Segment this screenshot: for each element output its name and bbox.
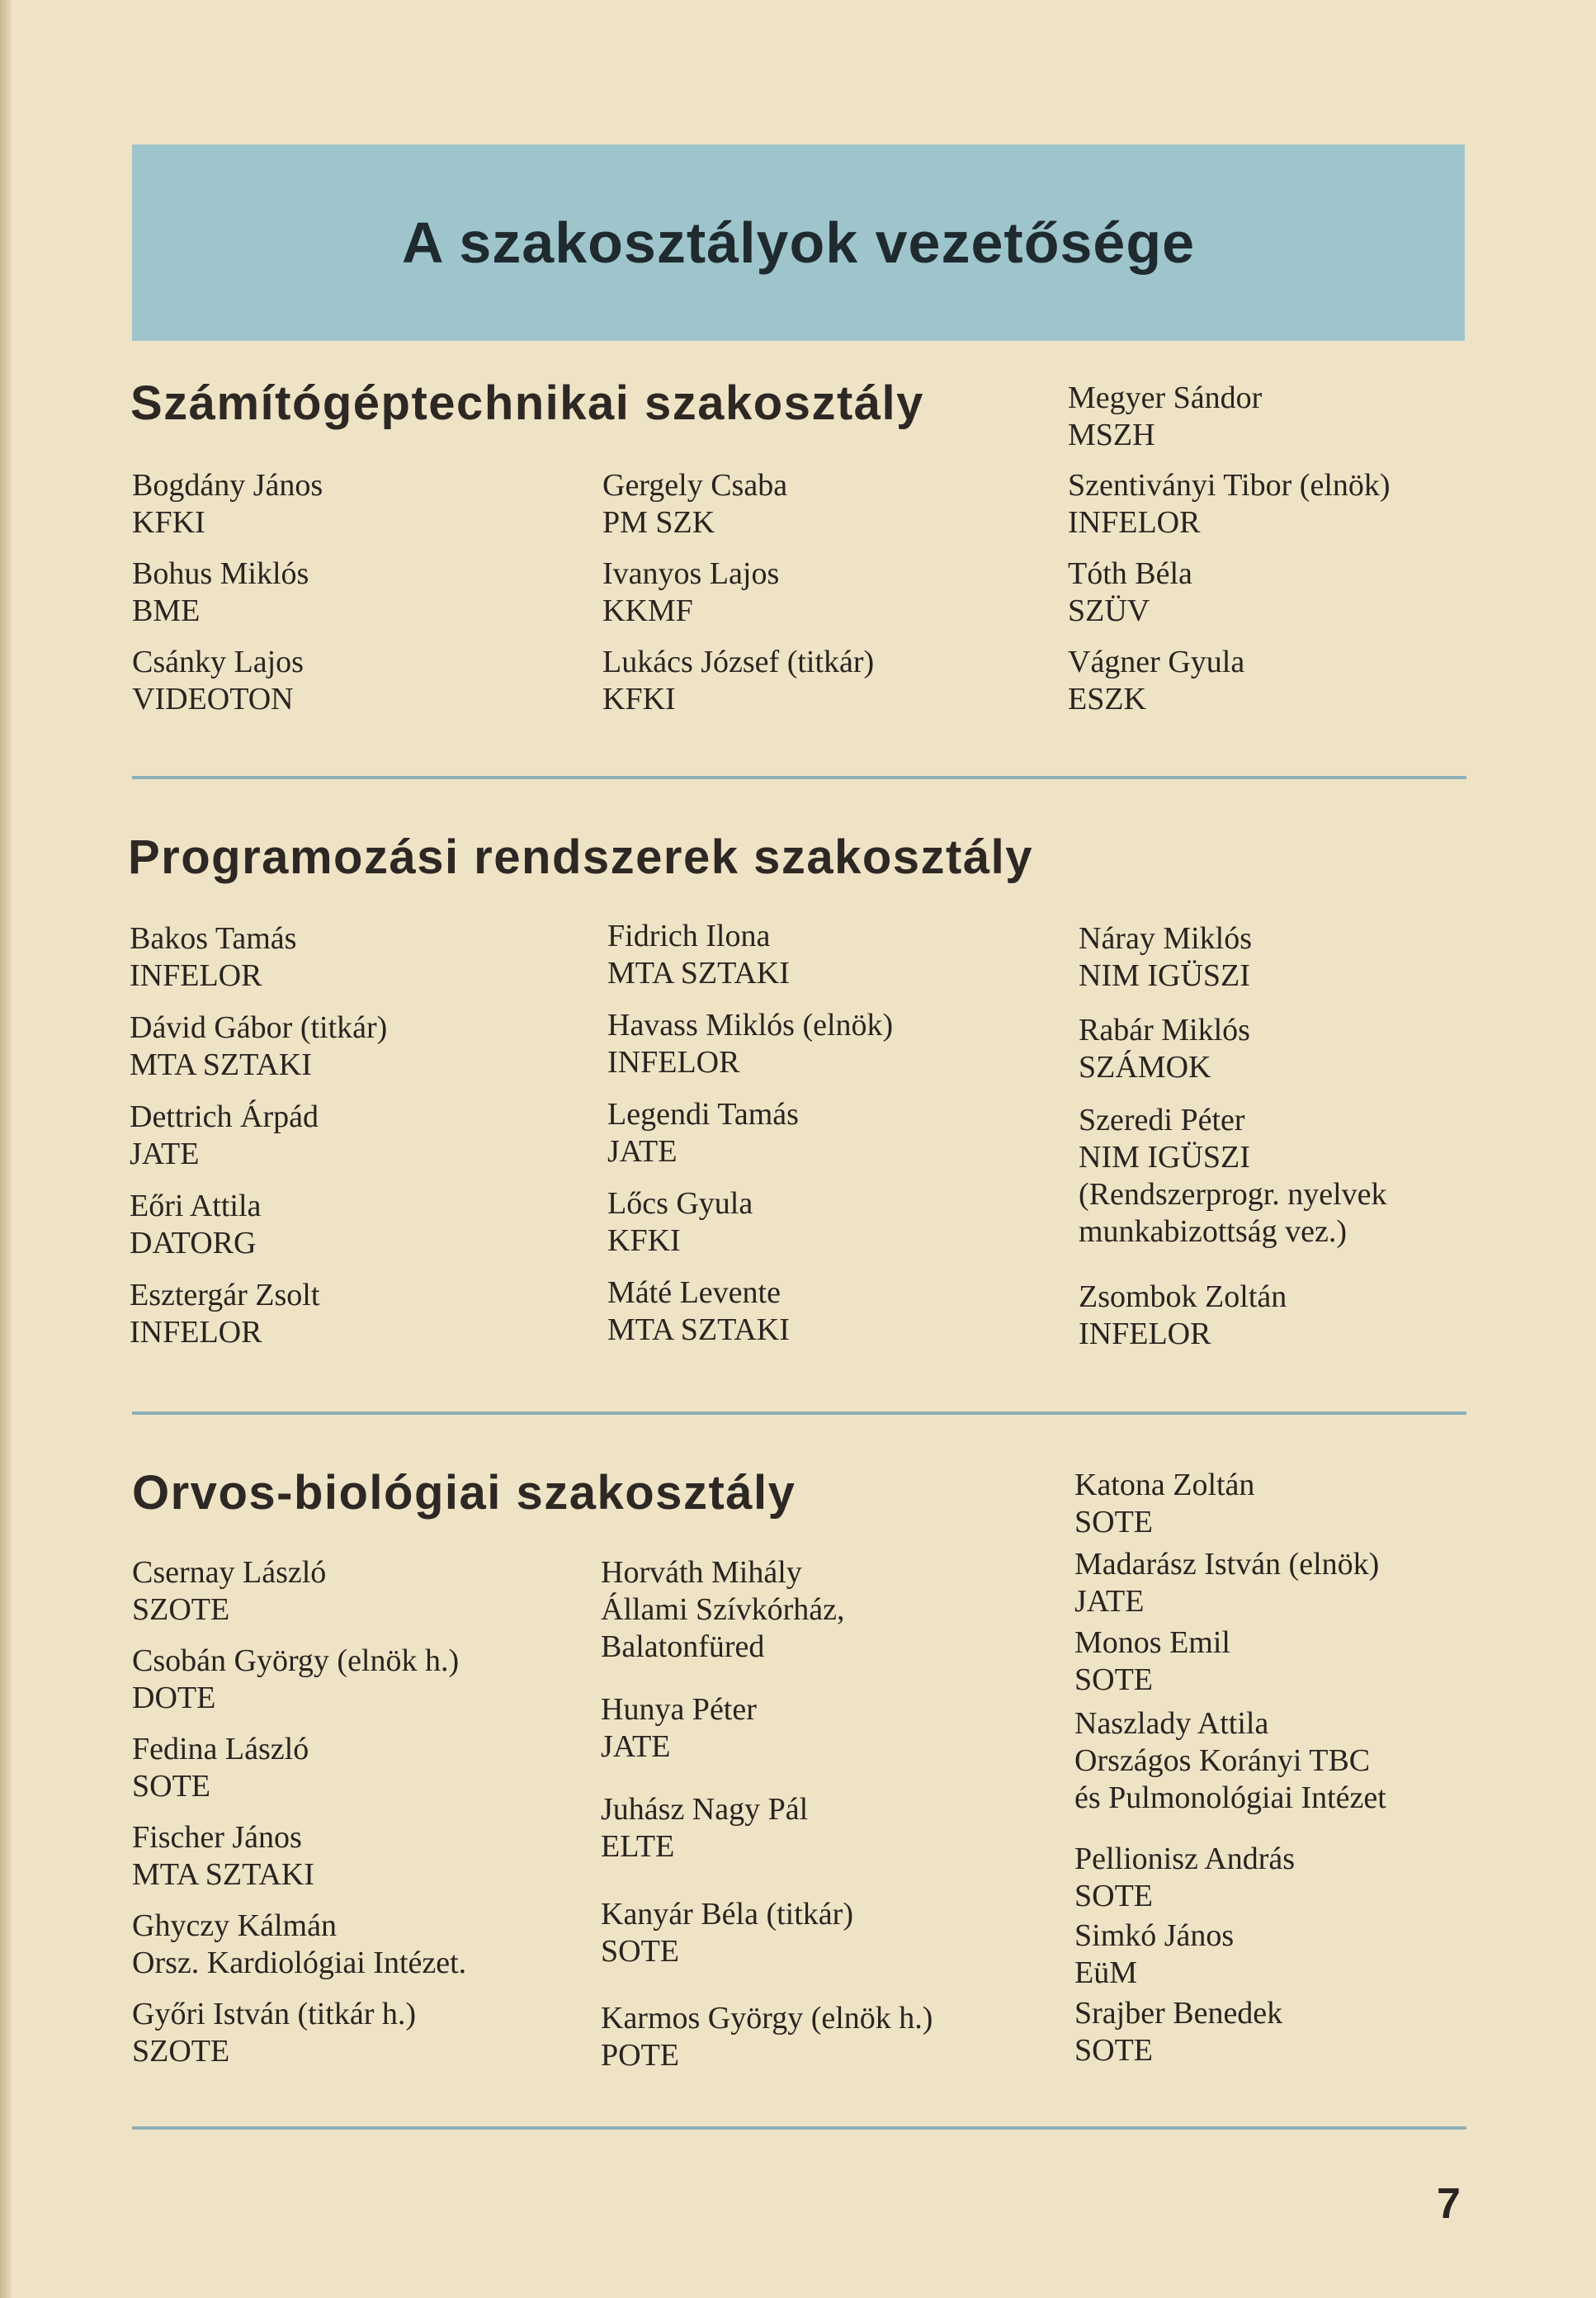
member-name: Legendi Tamás [607,1097,799,1132]
member-entry [602,556,779,630]
member-entry [130,1010,387,1084]
member-org: KFKI [607,1223,681,1258]
member-entry [132,1819,314,1894]
member-org: SOTE [1074,1662,1153,1697]
member-org: Állami Szívkórház, [601,1592,845,1627]
member-entry [601,1691,757,1766]
member-entry [607,1274,790,1349]
member-org: SZÁMOK [1079,1050,1211,1085]
member-org: SZÜV [1068,593,1150,628]
member-name: Zsombok Zoltán [1079,1279,1287,1314]
member-name: Srajber Benedek [1074,1996,1283,2031]
member-org: INFELOR [1079,1317,1211,1351]
member-entry [601,2000,933,2074]
member-org: MTA SZTAKI [130,1047,312,1082]
member-entry [132,1908,466,1982]
member-entry [132,1731,309,1805]
member-name: Gergely Csaba [602,468,788,503]
member-name: Kanyár Béla (titkár) [601,1897,853,1932]
member-org: Országos Korányi TBC [1074,1743,1371,1778]
member-entry [1068,467,1391,541]
member-org: NIM IGÜSZI [1079,1140,1250,1175]
title-banner [132,144,1465,341]
member-entry [1079,1012,1250,1086]
member-org: INFELOR [607,1045,740,1080]
member-org: VIDEOTON [132,682,294,716]
member-name: Simkó János [1074,1918,1235,1953]
member-org: KFKI [602,682,676,716]
page-number: 7 [1437,2180,1461,2228]
member-entry [1074,1917,1234,1992]
member-name: Dávid Gábor (titkár) [130,1010,388,1045]
member-entry [130,920,296,995]
member-entry [602,467,787,541]
member-entry [130,1277,319,1351]
member-name: Havass Miklós (elnök) [607,1008,894,1043]
member-name: Szentiványi Tibor (elnök) [1068,468,1391,503]
member-entry [607,1007,893,1081]
member-name: Esztergár Zsolt [130,1278,320,1312]
member-name: Ivanyos Lajos [602,556,780,591]
member-org: JATE [130,1137,200,1171]
member-name: Vágner Gyula [1068,645,1245,679]
member-entry [132,467,323,541]
member-name: Csánky Lajos [132,645,304,679]
member-org: SOTE [1074,1879,1153,1913]
member-entry [601,1554,844,1666]
member-entry [132,556,309,630]
member-entry [1068,556,1192,630]
member-entry [1074,1705,1386,1817]
member-entry [1074,1624,1230,1699]
member-name: Fidrich Ilona [607,919,771,953]
section-title: Orvos-biológiai szakosztály [132,1466,796,1520]
member-name: Madarász István (elnök) [1074,1547,1380,1582]
member-entry [1074,1467,1254,1541]
member-name: Szeredi Péter [1079,1103,1245,1137]
member-entry [607,1096,799,1170]
section-divider [132,776,1466,779]
member-org-line: (Rendszerprogr. nyelvek [1079,1177,1387,1212]
member-name: Katona Zoltán [1074,1468,1255,1502]
member-entry [1079,1279,1287,1353]
member-name: Rabár Miklós [1079,1013,1250,1047]
member-entry [1068,644,1244,718]
member-name: Bakos Tamás [130,921,297,956]
member-entry [132,1643,459,1717]
member-name: Pellionisz András [1074,1842,1296,1876]
member-name: Csobán György (elnök h.) [132,1643,460,1678]
section-title: Programozási rendszerek szakosztály [128,830,1033,884]
member-entry [130,1099,319,1173]
member-name: Lőcs Gyula [607,1186,753,1221]
member-org: Orsz. Kardiológiai Intézet. [132,1946,467,1980]
member-name: Eőri Attila [130,1189,262,1223]
member-entry [130,1188,261,1262]
member-name: Dettrich Árpád [130,1099,319,1134]
member-entry [601,1791,808,1865]
member-entry [132,1996,416,2070]
member-org: POTE [601,2038,679,2073]
member-name: Máté Levente [607,1275,781,1310]
member-org: ESZK [1068,682,1146,716]
member-name: Megyer Sándor [1068,381,1263,415]
section-divider [132,1411,1466,1415]
member-name: Náray Miklós [1079,921,1253,956]
section-divider [132,2126,1466,2130]
member-org: INFELOR [130,1315,262,1350]
member-entry [602,644,874,718]
member-name: Naszlady Attila [1074,1706,1269,1741]
member-org: SOTE [1074,1505,1153,1539]
member-entry [1074,1841,1295,1915]
member-org: KFKI [132,505,205,540]
member-entry [1074,1995,1282,2069]
member-org: SZOTE [132,1592,230,1627]
page-edge [0,0,12,2298]
member-entry [1079,920,1252,995]
member-name: Tóth Béla [1068,556,1192,591]
member-entry [601,1896,853,1970]
member-name: Bohus Miklós [132,556,309,591]
member-entry [1074,1546,1379,1620]
member-name: Lukács József (titkár) [602,645,875,679]
member-org: JATE [601,1729,671,1764]
member-org: DATORG [130,1226,257,1260]
member-org: SOTE [601,1934,679,1969]
member-name: Fedina László [132,1732,309,1766]
member-org: SOTE [132,1769,210,1804]
member-name: Győri István (titkár h.) [132,1997,417,2031]
member-entry [1068,380,1262,454]
member-org: MTA SZTAKI [607,956,790,991]
member-org: JATE [607,1134,678,1169]
member-org: JATE [1074,1584,1145,1619]
member-org: NIM IGÜSZI [1079,958,1250,993]
member-entry [1079,1102,1387,1251]
member-org-line: és Pulmonológiai Intézet [1074,1780,1386,1815]
member-org: INFELOR [1068,505,1201,540]
member-org: MTA SZTAKI [607,1312,790,1347]
member-name: Karmos György (elnök h.) [601,2001,933,2036]
member-org: MTA SZTAKI [132,1857,314,1892]
member-org: KKMF [602,593,693,628]
member-name: Horváth Mihály [601,1555,802,1590]
member-name: Fischer János [132,1820,302,1855]
member-org: INFELOR [130,958,262,993]
member-name: Hunya Péter [601,1692,757,1727]
member-org: EüM [1074,1955,1137,1990]
member-name: Juhász Nagy Pál [601,1792,809,1827]
member-org: PM SZK [602,505,715,540]
member-org: MSZH [1068,418,1155,452]
member-entry [132,1554,326,1629]
member-org: ELTE [601,1829,675,1864]
member-org: SOTE [1074,2033,1153,2068]
member-name: Ghyczy Kálmán [132,1908,337,1943]
member-entry [132,644,304,718]
member-name: Bogdány János [132,468,323,503]
member-entry [607,1185,753,1260]
member-name: Csernay László [132,1555,327,1590]
member-name: Monos Emil [1074,1625,1230,1660]
member-entry [607,918,790,992]
member-org-line: munkabizottság vez.) [1079,1214,1348,1249]
member-org: SZOTE [132,2034,230,2069]
member-org: DOTE [132,1681,216,1715]
section-title: Számítógéptechnikai szakosztály [130,376,924,430]
member-org: BME [132,593,201,628]
page-title: A szakosztályok vezetősége [401,210,1196,275]
member-org-line: Balatonfüred [601,1629,765,1664]
